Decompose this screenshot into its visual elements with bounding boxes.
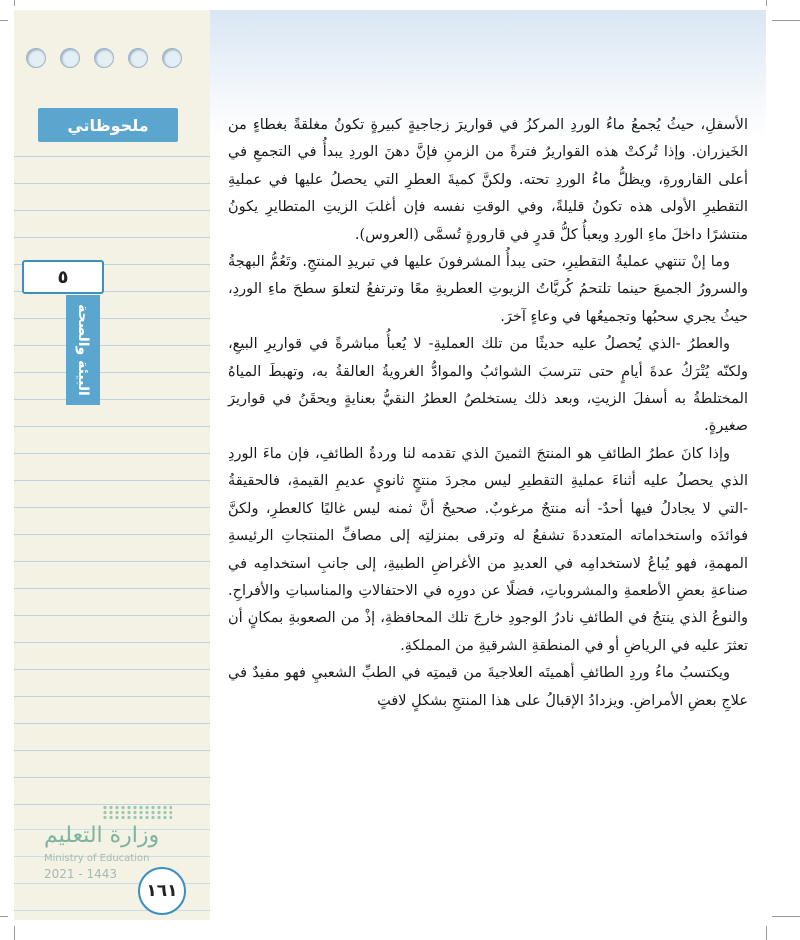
paragraph: والعطرُ -الذي يُحصلُ عليه حديثًا من تلك العمليةِ- لا يُعبأُ مباشرةً في قواريرِ البيعِ، ولكنّه يُتْرَكُ عدةَ أيامٍ حتى تترسبَ الشوائبُ والموادُّ الغرويةُ العالقةُ به، وتهبطَ المياهُ المختلطةُ به أسفلَ الزيتِ، وبعد ذلك يستخلصُ العطرُ النقيُّ بعنايةٍ ويحقَنُ في قواريرَ صغيرةٍ. [228, 336, 748, 435]
notes-title: ملحوظاتي [38, 108, 178, 142]
binder-hole [60, 48, 80, 68]
paragraph: الأسفلِ، حيثُ يُجمعُ ماءُ الوردِ المركزُ في قواريرَ زجاجيةٍ كبيرةٍ تكونُ مغلقةً بغطاءٍ من الخَيزران. وإذا تُركتْ هذه القواريرُ فترةً من الزمنِ فإنَّ دهنَ الوردِ يبدأُ في التجمعِ في أعلى القارورةِ، ويظلُّ ماءُ الوردِ تحته. ولكنَّ كميةَ العطرِ التي يحصلُ عليها في عمليةِ التقطيرِ الأولى هذه تكونُ قليلةً، وفي الوقتِ نفسه فإن أغلبَ الزيتِ المتطايرِ يكونُ منتشرًا داخلَ ماءِ الوردِ ويعبأُ كلُّ قدرٍ في قارورةٍ تُسمَّى (العروس). [228, 117, 748, 243]
chapter-title: البيئة والصحة [75, 304, 91, 396]
chapter-number: ٥ [22, 260, 104, 294]
ruled-lines [14, 130, 210, 820]
paragraph: ويكتسبُ ماءُ وردِ الطائفِ أهميتَه العلاجيةَ من قيمتِه في الطبِّ الشعبيِ فهو مفيدٌ في علاجِ بعضِ الأمراضِ. ويزدادُ الإقبالُ على هذا المنتجِ بشكلٍ لافتٍ [228, 665, 748, 709]
binder-holes [26, 48, 182, 68]
ministry-name-en: Ministry of Education [44, 853, 150, 864]
ministry-dots-icon [102, 805, 172, 819]
crop-mark [0, 916, 8, 917]
crop-mark [14, 0, 15, 6]
crop-mark [772, 20, 800, 21]
page-number: ١٦١ [138, 867, 186, 915]
crop-mark [0, 20, 8, 21]
crop-mark [772, 916, 800, 917]
binder-hole [94, 48, 114, 68]
crop-mark [14, 926, 15, 940]
crop-mark [766, 926, 767, 940]
paragraph: وإذا كانَ عطرُ الطائفِ هو المنتجَ الثمينَ الذي تقدمه لنا وردةُ الطائفِ، فإن ماءَ الوردِ الذي يحصلُ عليه أثناءَ عمليةِ التقطيرِ ليس مجردَ منتجٍ ثانويٍ عديمِ القيمةِ، فالحقيقةُ -التي لا يجادلُ فيها أحدٌ- أنه منتجٌ مرغوبٌ. صحيحٌ أنَّ ثمنه ليس غاليًا كالعطرِ، ولكنَّ فوائدَه واستخداماته المتعددةَ تشفعُ له وترقى بمنزلتِه إلى مصافِّ المنتجاتِ الرئيسةِ المهمةِ، فهو يُباعُ لاستخدامِه في العديدِ من الأغراضِ الطبيةِ، إلى جانبِ استخدامِه في صناعةِ بعضِ الأطعمةِ والمشروباتِ، فضلًا عن دورِه في الاحتفالاتِ والمناسباتِ والأفراحِ. والنوعُ الذي ينتجُ في الطائفِ نادرُ الوجودِ خارجَ تلك المحافظةِ، إذْ من الصعوبةِ بمكانٍ أن تعثرَ عليه في الرياضِ أو في المنطقةِ الشرقيةِ من المملكةِ. [228, 445, 748, 654]
binder-hole [128, 48, 148, 68]
binder-hole [26, 48, 46, 68]
ministry-year: 2021 - 1443 [44, 867, 118, 881]
binder-hole [162, 48, 182, 68]
chapter-tab [66, 295, 100, 405]
crop-mark [766, 0, 767, 6]
ministry-name-ar: وزارة التعليم [44, 823, 160, 848]
notes-sidebar [14, 10, 211, 920]
paragraph: وما إنْ تنتهي عمليةُ التقطيرِ، حتى يبدأُ المشرفونَ عليها في تبريدِ المنتجِ. وتَعُمُّ البهجةُ والسرورُ الجميعَ حينما تلتحمُ كُريَّاتُ الزيوتِ العطريةِ معًا وترتفعُ لتعلوَ سطحَ ماءِ الوردِ، حيثُ يجري سحبُها وتجميعُها في وعاءٍ آخرَ. [228, 254, 748, 325]
body-text [228, 112, 748, 715]
